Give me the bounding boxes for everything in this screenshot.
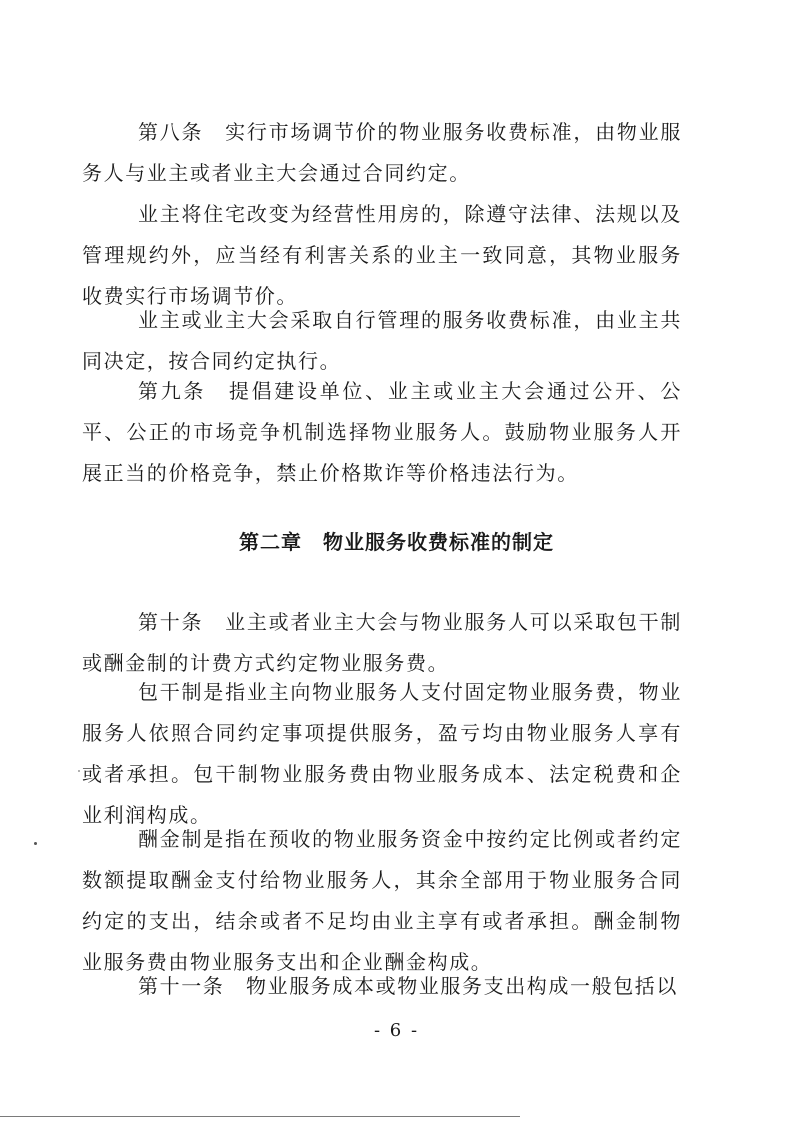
self-management-paragraph: 业主或业主大会采取自行管理的服务收费标准，由业主共同决定，按合同约定执行。 [82, 308, 682, 373]
chapter-heading: 第二章 物业服务收费标准的制定 [239, 530, 554, 554]
article-9-paragraph: 第九条 提倡建设单位、业主或业主大会通过公开、公平、公正的市场竞争机制选择物业服务人。鼓励物业服务人开展正当的价格竞争，禁止价格欺诈等价格违法行为。 [82, 379, 682, 485]
page-number: - 6 - [373, 1020, 420, 1041]
lump-sum-system-paragraph: 包干制是指业主向物业服务人支付固定物业服务费，物业服务人依照合同约定事项提供服务，盈亏均由物业服务人享有或者承担。包干制物业服务费由物业服务成本、法定税费和企业利润构成。 [82, 680, 682, 827]
residential-conversion-paragraph: 业主将住宅改变为经营性用房的，除遵守法律、法规以及管理规约外，应当经有利害关系的业主一致同意，其物业服务收费实行市场调节价。 [82, 202, 682, 308]
article-10-paragraph: 第十条 业主或者业主大会与物业服务人可以采取包干制或酬金制的计费方式约定物业服务费。 [82, 610, 682, 675]
commission-system-paragraph: 酬金制是指在预收的物业服务资金中按约定比例或者约定数额提取酬金支付给物业服务人，其余全部用于物业服务合同约定的支出，结余或者不足均由业主享有或者承担。酬金制物业服务费由物业服务支出和企业酬金构成。 [82, 827, 682, 974]
article-8-paragraph: 第八条 实行市场调节价的物业服务收费标准，由物业服务人与业主或者业主大会通过合同约定。 [82, 120, 682, 185]
scan-speck [34, 842, 37, 845]
article-11-paragraph: 第十一条 物业服务成本或物业服务支出构成一般包括以 [138, 974, 678, 998]
scan-edge-line [0, 1116, 520, 1117]
scan-speck [78, 770, 80, 772]
